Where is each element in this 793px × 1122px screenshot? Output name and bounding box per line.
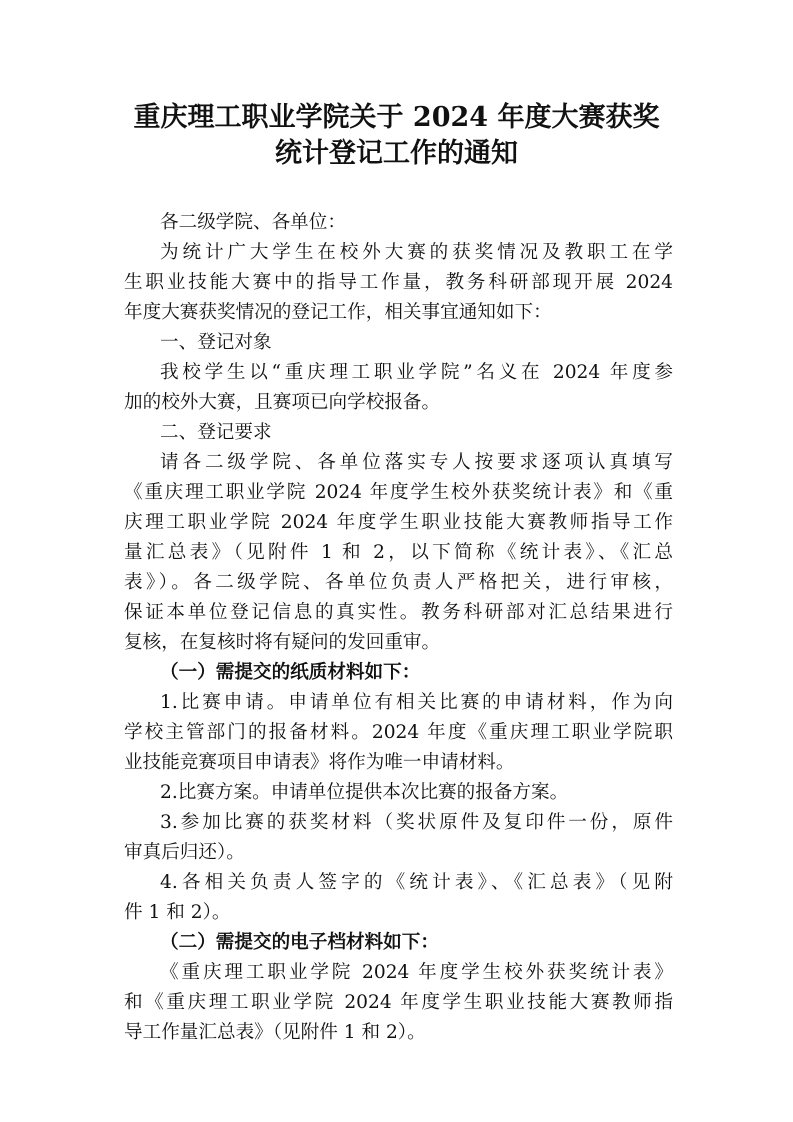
section-2-body-line: 《重庆理工职业学院 2024 年度学生校外获奖统计表》和《重 xyxy=(124,482,673,503)
section-2-body-line: 庆理工职业学院 2024 年度学生职业技能大赛教师指导工作 xyxy=(124,512,673,533)
subsection-1-item-line: 2.比赛方案。申请单位提供本次比赛的报备方案。 xyxy=(160,782,569,803)
intro-line: 为统计广大学生在校外大赛的获奖情况及教职工在学 xyxy=(160,242,673,263)
section-2-body-line: 表》）。各二级学院、各单位负责人严格把关，进行审核， xyxy=(124,572,673,593)
subsection-2-body-line: 《重庆理工职业学院 2024 年度学生校外获奖统计表》 xyxy=(160,962,673,983)
intro-line: 年度大赛获奖情况的登记工作，相关事宜通知如下： xyxy=(124,302,552,323)
section-2-body-line: 复核，在复核时将有疑问的发回重审。 xyxy=(124,632,441,653)
section-1-body-line: 加的校外大赛，且赛项已向学校报备。 xyxy=(124,392,441,413)
subsection-2-body-line: 和《重庆理工职业学院 2024 年度学生职业技能大赛教师指 xyxy=(124,992,673,1013)
subsection-1-item-line: 业技能竞赛项目申请表》将作为唯一申请材料。 xyxy=(124,752,515,773)
intro-line: 生职业技能大赛中的指导工作量，教务科研部现开展 2024 xyxy=(124,272,673,293)
subsection-1-heading: （一）需提交的纸质材料如下： xyxy=(160,662,421,683)
subsection-1-item-line: 审真后归还）。 xyxy=(124,842,245,863)
subsection-1-item-line: 3.参加比赛的获奖材料（奖状原件及复印件一份，原件 xyxy=(160,812,673,833)
subsection-1-item-line: 4.各相关负责人签字的《统计表》、《汇总表》（见附 xyxy=(160,872,673,893)
section-2-heading: 二、登记要求 xyxy=(160,422,272,443)
subsection-1-item-line: 件 1 和 2）。 xyxy=(124,902,231,923)
document-title-line-2: 统计登记工作的通知 xyxy=(275,138,518,169)
subsection-1-item-line: 学校主管部门的报备材料。2024 年度《重庆理工职业学院职 xyxy=(124,722,673,743)
section-2-body-line: 量汇总表》（见附件 1 和 2，以下简称《统计表》、《汇总 xyxy=(124,542,673,563)
section-1-body-line: 我校学生以“重庆理工职业学院”名义在 2024 年度参 xyxy=(160,362,673,383)
section-2-body-line: 保证本单位登记信息的真实性。教务科研部对汇总结果进行 xyxy=(124,602,673,623)
document-title-line-1: 重庆理工职业学院关于 2024 年度大赛获奖 xyxy=(133,102,660,133)
section-2-body-line: 请各二级学院、各单位落实专人按要求逐项认真填写 xyxy=(160,452,673,473)
section-1-heading: 一、登记对象 xyxy=(160,332,272,353)
subsection-1-item-line: 1.比赛申请。申请单位有相关比赛的申请材料，作为向 xyxy=(160,692,673,713)
salutation: 各二级学院、各单位： xyxy=(160,212,346,233)
subsection-2-body-line: 导工作量汇总表》（见附件 1 和 2）。 xyxy=(124,1022,426,1043)
subsection-2-heading: （二）需提交的电子档材料如下： xyxy=(160,932,439,953)
